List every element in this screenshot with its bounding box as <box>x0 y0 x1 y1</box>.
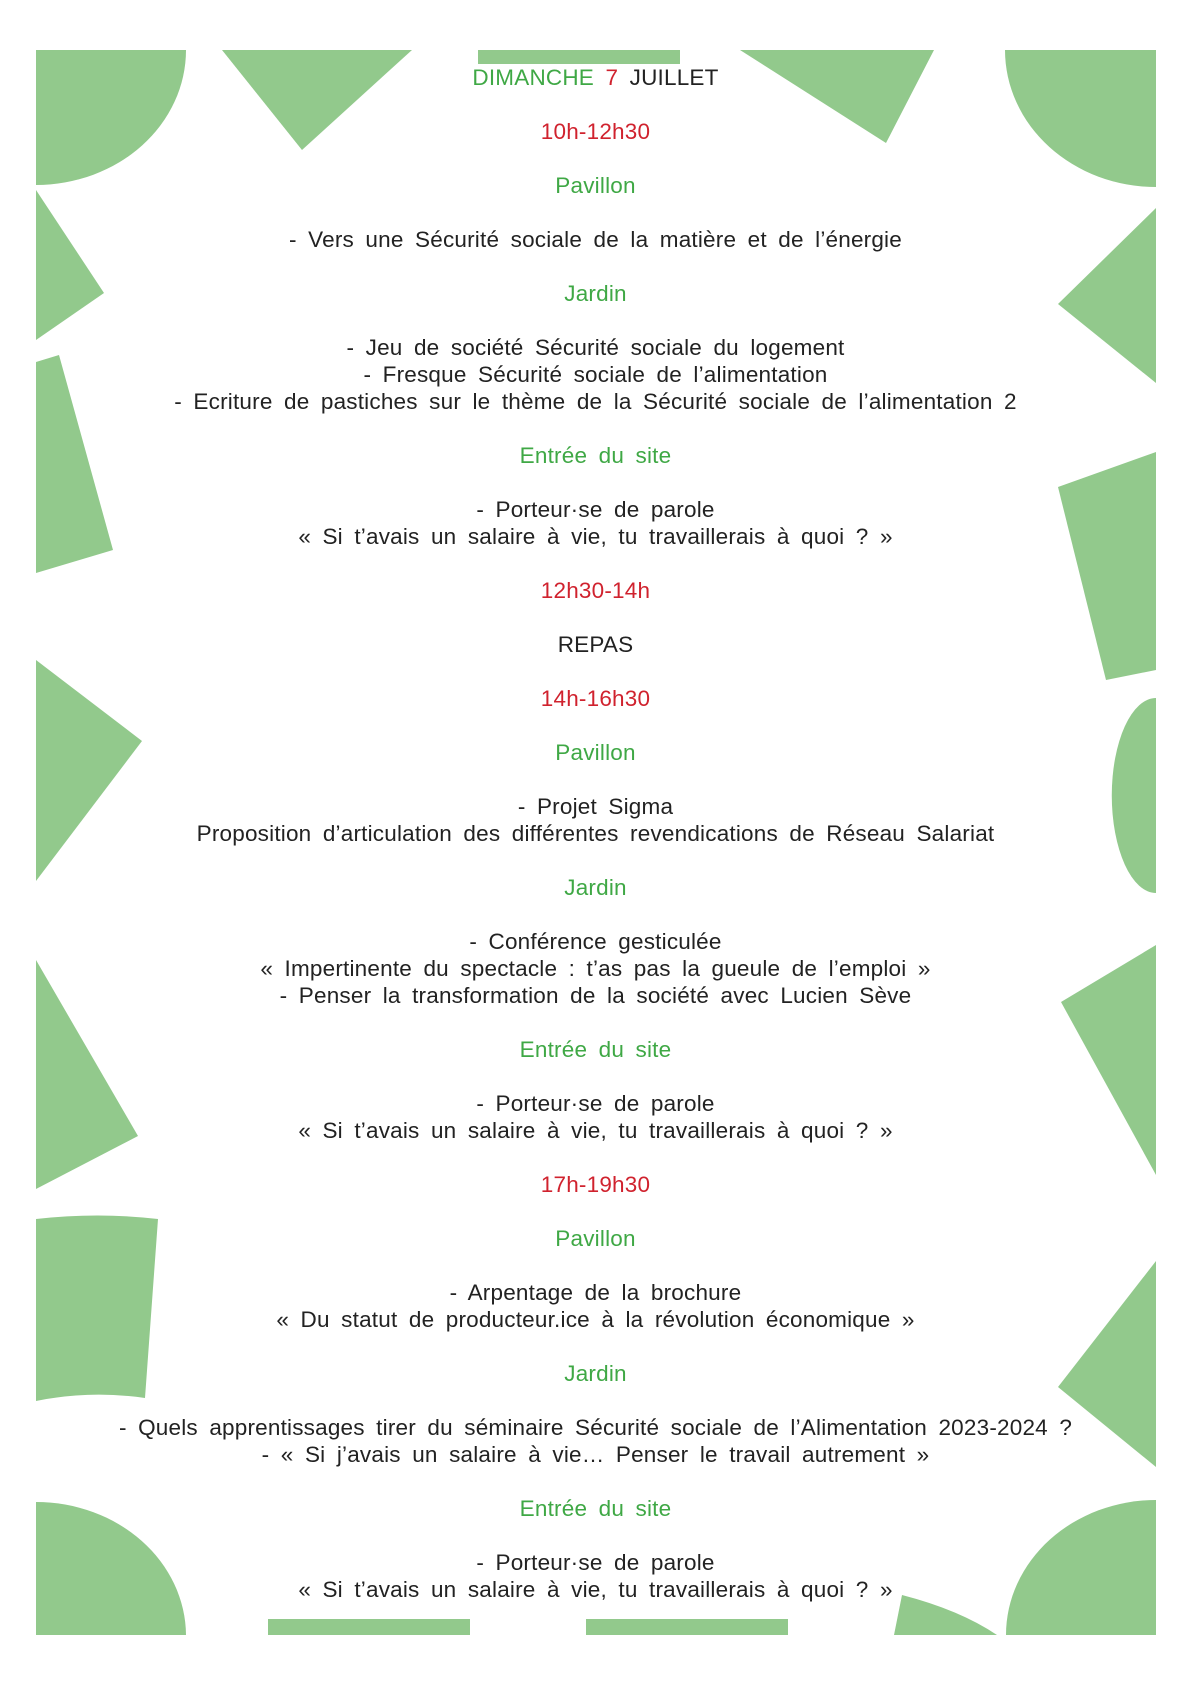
meal-label: REPAS <box>557 632 634 657</box>
activity-line: Proposition d’articulation des différentes revendications de Réseau Salariat <box>196 821 995 846</box>
activity-line: - Porteur·se de parole <box>476 1550 715 1575</box>
activity-list <box>0 1279 1191 1333</box>
date-number: 7 <box>605 65 619 90</box>
venue-heading: Entrée du site <box>519 443 672 468</box>
venue-heading: Entrée du site <box>519 1496 672 1521</box>
time-slot: 14h-16h30 <box>540 686 651 711</box>
page-header <box>0 64 1191 91</box>
activity-list <box>0 496 1191 550</box>
activity-line: « Du statut de producteur.ice à la révolution économique » <box>276 1307 915 1332</box>
time-slot: 10h-12h30 <box>540 119 651 144</box>
month-label: JUILLET <box>629 65 719 90</box>
activity-line: - Penser la transformation de la société avec Lucien Sève <box>279 983 912 1008</box>
activity-line: - « Si j’avais un salaire à vie… Penser le travail autrement » <box>261 1442 930 1467</box>
activity-list <box>0 928 1191 1009</box>
activity-list <box>0 1090 1191 1144</box>
activity-line: - Porteur·se de parole <box>476 497 715 522</box>
venue-heading: Pavillon <box>555 173 636 198</box>
bar-shape <box>478 50 680 64</box>
venue-heading: Pavillon <box>555 740 636 765</box>
venue-heading: Jardin <box>564 281 627 306</box>
activity-list <box>0 1549 1191 1603</box>
activity-line: « Si t’avais un salaire à vie, tu travaillerais à quoi ? » <box>298 1118 893 1143</box>
time-slot: 12h30-14h <box>540 578 651 603</box>
venue-heading: Jardin <box>564 875 627 900</box>
activity-list <box>0 793 1191 847</box>
bar-shape <box>586 1619 788 1635</box>
activity-line: - Arpentage de la brochure <box>449 1280 742 1305</box>
venue-heading: Pavillon <box>555 1226 636 1251</box>
venue-heading: Entrée du site <box>519 1037 672 1062</box>
activity-line: - Jeu de société Sécurité sociale du logement <box>346 335 845 360</box>
day-label: DIMANCHE <box>472 65 595 90</box>
activity-line: « Impertinente du spectacle : t’as pas la gueule de l’emploi » <box>260 956 931 981</box>
activity-list <box>0 334 1191 415</box>
activity-line: - Projet Sigma <box>517 794 674 819</box>
activity-list <box>0 1414 1191 1468</box>
venue-heading: Jardin <box>564 1361 627 1386</box>
activity-line: « Si t’avais un salaire à vie, tu travaillerais à quoi ? » <box>298 1577 893 1602</box>
program <box>0 64 1191 1603</box>
bar-shape <box>268 1619 470 1635</box>
time-slot: 17h-19h30 <box>540 1172 651 1197</box>
activity-line: - Porteur·se de parole <box>476 1091 715 1116</box>
activity-line: « Si t’avais un salaire à vie, tu travaillerais à quoi ? » <box>298 524 893 549</box>
activity-line: - Conférence gesticulée <box>469 929 722 954</box>
activity-line: - Vers une Sécurité sociale de la matière et de l’énergie <box>289 227 902 252</box>
activity-line: - Ecriture de pastiches sur le thème de la Sécurité sociale de l’alimentation 2 <box>174 389 1017 414</box>
activity-line: - Fresque Sécurité sociale de l’alimentation <box>363 362 828 387</box>
activity-list <box>0 226 1191 253</box>
activity-line: - Quels apprentissages tirer du séminaire Sécurité sociale de l’Alimentation 2023-2024 ? <box>118 1415 1073 1440</box>
